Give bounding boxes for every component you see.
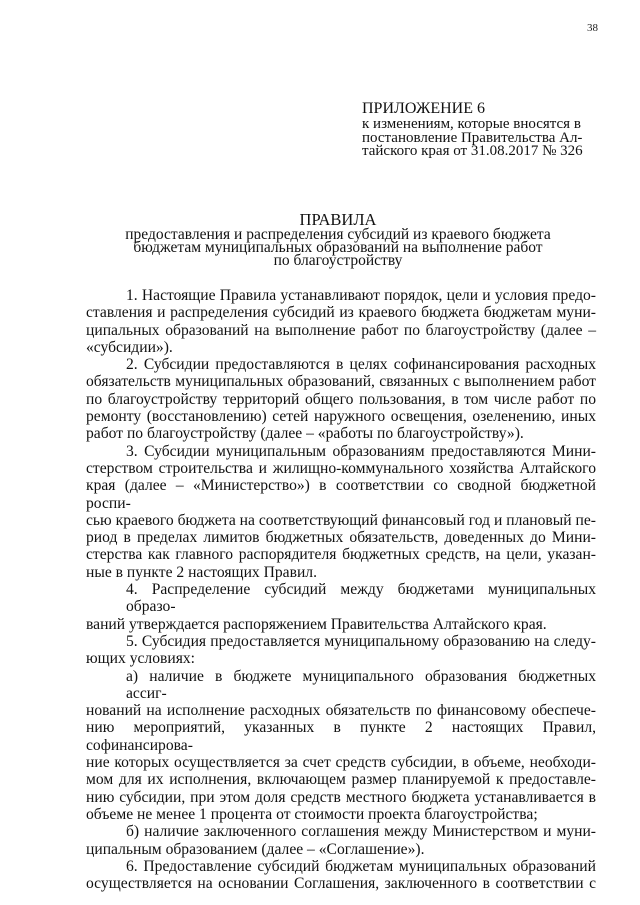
paragraph-last-line: ные в пункте 2 настоящих Правил.: [86, 563, 317, 581]
appendix-block: [362, 100, 612, 159]
paragraph-line: риод в пределах лимитов бюджетных обязательств, доведенных до Мини-: [86, 529, 596, 547]
appendix-heading: ПРИЛОЖЕНИЕ 6: [362, 100, 486, 117]
paragraph-last-line: ющих условиях:: [86, 650, 196, 668]
paragraph: [86, 823, 596, 858]
paragraph-line: 6. Предоставление субсидий бюджетам муниципальных образований: [126, 857, 596, 875]
paragraph-line: ставления и распределения субсидий из краевого бюджета бюджетам муни-: [86, 304, 596, 322]
paragraph-line: обязательств муниципальных образований, связанных с выполнением работ: [86, 373, 596, 391]
page-number: 38: [587, 22, 598, 34]
rules-title-line: по благоустройству: [273, 252, 403, 269]
paragraph-last-line: ципальным образованием (далее – «Соглашение»).: [86, 840, 425, 858]
rules-title-line: предоставления и распределения субсидий из краевого бюджета: [125, 226, 551, 243]
paragraph: [86, 356, 596, 442]
paragraph-line: нию мероприятий, указанных в пункте 2 настоящих Правил, софинансирова-: [86, 719, 596, 754]
paragraph-line: стерства как главного распорядителя бюджетных средств, на цели, указан-: [86, 546, 596, 564]
document-body: [86, 287, 596, 892]
paragraph-line: 1. Настоящие Правила устанавливают порядок, цели и условия предо-: [126, 287, 596, 304]
paragraph: [86, 633, 596, 668]
appendix-line: постановление Правительства Ал-: [362, 129, 583, 146]
paragraph-line: мом для их исполнения, включающем размер планируемой к предоставле-: [86, 771, 596, 789]
paragraph-line: ципальных образований на выполнение работ по благоустройству (далее –: [86, 321, 596, 339]
paragraph-line: ремонту (восстановлению) сетей наружного освещения, озеленению, иных: [86, 408, 596, 426]
paragraph-line: 3. Субсидии муниципальным образованиям предоставляются Мини-: [126, 442, 596, 460]
paragraph-line: стерством строительства и жилищно-коммунального хозяйства Алтайского: [86, 459, 596, 477]
paragraph-line: 2. Субсидии предоставляются в целях софинансирования расходных: [126, 356, 596, 374]
paragraph-line: 5. Субсидия предоставляется муниципальному образованию на следу-: [126, 632, 596, 650]
paragraph-last-line: работ по благоустройству (далее – «работы по благоустройству»).: [86, 425, 524, 443]
paragraph-line: а) наличие в бюджете муниципального образования бюджетных ассиг-: [126, 667, 596, 702]
paragraph-line: 4. Распределение субсидий между бюджетами муниципальных образо-: [126, 581, 596, 616]
paragraph-last-line: объеме не менее 1 процента от стоимости проекта благоустройства;: [86, 805, 538, 823]
paragraph-line: нований на исполнение расходных обязательств по финансовому обеспече-: [86, 702, 596, 720]
paragraph-last-line: «субсидии»).: [86, 338, 173, 356]
rules-title-line: бюджетам муниципальных образований на выполнение работ: [133, 239, 543, 256]
appendix-line: к изменениям, которые вносятся в: [362, 116, 581, 132]
paragraph-line: сью краевого бюджета на соответствующий финансовый год и плановый пе-: [86, 511, 596, 529]
paragraph-line: нию субсидии, при этом доля средств местного бюджета устанавливается в: [86, 788, 596, 806]
paragraph-last-line: ваний утверждается распоряжением Правительства Алтайского края.: [86, 615, 547, 633]
rules-title-block: [108, 212, 568, 267]
paragraph: [86, 287, 596, 356]
rules-heading: ПРАВИЛА: [299, 210, 377, 229]
paragraph-line: б) наличие заключенного соглашения между Министерством и муни-: [126, 823, 596, 841]
paragraph-line: ние которых осуществляется за счет средств субсидии, в объеме, необходи-: [86, 754, 596, 772]
paragraph: [86, 581, 596, 633]
paragraph: [86, 443, 596, 581]
paragraph-line: края (далее – «Министерство») в соответствии со сводной бюджетной роспи-: [86, 477, 596, 512]
paragraph: [86, 668, 596, 824]
paragraph: [86, 858, 596, 893]
paragraph-line: по благоустройству территорий общего пользования, в том числе работ по: [86, 390, 596, 408]
paragraph-line: осуществляется на основании Соглашения, заключенного в соответствии с: [86, 875, 596, 893]
appendix-line: тайского края от 31.08.2017 № 326: [362, 143, 583, 159]
